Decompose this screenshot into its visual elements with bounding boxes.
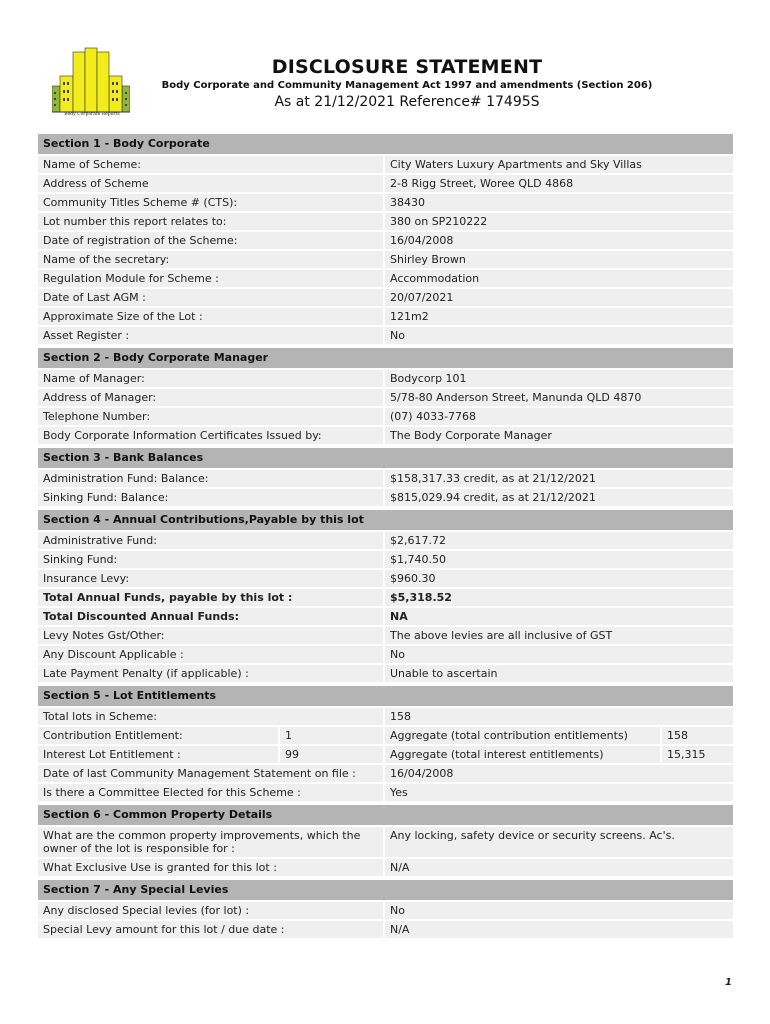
page-number: 1	[725, 977, 732, 988]
row-value: NA	[385, 608, 733, 625]
row-value: N/A	[385, 921, 733, 938]
table-row	[38, 389, 733, 406]
row-label: Approximate Size of the Lot :	[38, 308, 383, 325]
row-value: N/A	[385, 859, 733, 876]
table-row	[38, 156, 733, 173]
as-at-reference: As at 21/12/2021 Reference# 17495S	[274, 94, 540, 110]
row-value: No	[385, 646, 733, 663]
row-label: Telephone Number:	[38, 408, 383, 425]
table-row	[38, 627, 733, 644]
table-row	[38, 570, 733, 587]
total-annual-funds-row	[38, 589, 733, 606]
row-value: $158,317.33 credit, as at 21/12/2021	[385, 470, 733, 487]
document-subtitle: Body Corporate and Community Management Act 1997 and amendments (Section 206)	[161, 80, 653, 91]
row-label: Name of Scheme:	[38, 156, 383, 173]
row-value: The above levies are all inclusive of GST	[385, 627, 733, 644]
table-row	[38, 665, 733, 682]
table-row	[38, 470, 733, 487]
table-row	[38, 289, 733, 306]
section-5-heading: Section 5 - Lot Entitlements	[38, 686, 733, 706]
aggregate-value: 15,315	[662, 746, 733, 763]
row-label: What Exclusive Use is granted for this lot :	[38, 859, 383, 876]
table-row	[38, 784, 733, 801]
row-label: Address of Scheme	[38, 175, 383, 192]
row-label: Late Payment Penalty (if applicable) :	[38, 665, 383, 682]
row-label: Regulation Module for Scheme :	[38, 270, 383, 287]
row-value: Any locking, safety device or security screens. Ac's.	[385, 827, 733, 857]
row-label: Any Discount Applicable :	[38, 646, 383, 663]
total-discounted-funds-row	[38, 608, 733, 625]
table-row	[38, 708, 733, 725]
row-value: 38430	[385, 194, 733, 211]
section-7-heading: Section 7 - Any Special Levies	[38, 880, 733, 900]
row-label: Community Titles Scheme # (CTS):	[38, 194, 383, 211]
row-label: Date of last Community Management Statement on file :	[38, 765, 383, 782]
interest-entitlement-row	[38, 746, 733, 763]
table-row	[38, 489, 733, 506]
lot-entitlement-value: 1	[280, 727, 383, 744]
row-label: Levy Notes Gst/Other:	[38, 627, 383, 644]
row-label: What are the common property improvements, which the owner of the lot is responsible for :	[38, 827, 383, 857]
table-row	[38, 827, 733, 857]
row-value: $1,740.50	[385, 551, 733, 568]
row-value: 20/07/2021	[385, 289, 733, 306]
contribution-entitlement-row	[38, 727, 733, 744]
row-label: Interest Lot Entitlement :	[38, 746, 278, 763]
section-2-heading: Section 2 - Body Corporate Manager	[38, 348, 733, 368]
row-value: Yes	[385, 784, 733, 801]
table-row	[38, 765, 733, 782]
document-title: DISCLOSURE STATEMENT	[271, 56, 543, 78]
row-value: City Waters Luxury Apartments and Sky Villas	[385, 156, 733, 173]
section-1-heading: Section 1 - Body Corporate	[38, 134, 733, 154]
row-label: Name of the secretary:	[38, 251, 383, 268]
row-label: Is there a Committee Elected for this Scheme :	[38, 784, 383, 801]
aggregate-label: Aggregate (total interest entitlements)	[385, 746, 660, 763]
row-value: $960.30	[385, 570, 733, 587]
row-value: Unable to ascertain	[385, 665, 733, 682]
row-value: Bodycorp 101	[385, 370, 733, 387]
row-value: The Body Corporate Manager	[385, 427, 733, 444]
lot-entitlement-value: 99	[280, 746, 383, 763]
row-label: Asset Register :	[38, 327, 383, 344]
row-value: (07) 4033-7768	[385, 408, 733, 425]
row-value: Accommodation	[385, 270, 733, 287]
table-row	[38, 270, 733, 287]
row-label: Total Discounted Annual Funds:	[38, 608, 383, 625]
row-value: No	[385, 902, 733, 919]
table-row	[38, 213, 733, 230]
section-6-heading: Section 6 - Common Property Details	[38, 805, 733, 825]
row-value: 121m2	[385, 308, 733, 325]
row-value: $5,318.52	[385, 589, 733, 606]
row-value: 5/78-80 Anderson Street, Manunda QLD 4870	[385, 389, 733, 406]
table-row	[38, 408, 733, 425]
row-label: Body Corporate Information Certificates Issued by:	[38, 427, 383, 444]
table-row	[38, 327, 733, 344]
row-label: Name of Manager:	[38, 370, 383, 387]
table-row	[38, 551, 733, 568]
table-row	[38, 194, 733, 211]
row-value: 16/04/2008	[385, 232, 733, 249]
row-label: Administrative Fund:	[38, 532, 383, 549]
table-row	[38, 370, 733, 387]
table-row	[38, 427, 733, 444]
row-value: $2,617.72	[385, 532, 733, 549]
table-row	[38, 902, 733, 919]
section-4-heading: Section 4 - Annual Contributions,Payable by this lot	[38, 510, 733, 530]
row-value: Shirley Brown	[385, 251, 733, 268]
row-value: No	[385, 327, 733, 344]
row-label: Any disclosed Special levies (for lot) :	[38, 902, 383, 919]
disclosure-table	[38, 134, 733, 938]
body-corporate-reports-logo	[52, 46, 130, 118]
row-label: Administration Fund: Balance:	[38, 470, 383, 487]
row-label: Sinking Fund: Balance:	[38, 489, 383, 506]
row-label: Insurance Levy:	[38, 570, 383, 587]
row-value: 2-8 Rigg Street, Woree QLD 4868	[385, 175, 733, 192]
row-label: Date of Last AGM :	[38, 289, 383, 306]
row-label: Address of Manager:	[38, 389, 383, 406]
table-row	[38, 232, 733, 249]
row-value: 380 on SP210222	[385, 213, 733, 230]
row-label: Date of registration of the Scheme:	[38, 232, 383, 249]
table-row	[38, 646, 733, 663]
row-label: Lot number this report relates to:	[38, 213, 383, 230]
table-row	[38, 532, 733, 549]
table-row	[38, 921, 733, 938]
row-label: Total Annual Funds, payable by this lot :	[38, 589, 383, 606]
table-row	[38, 251, 733, 268]
table-row	[38, 859, 733, 876]
row-label: Contribution Entitlement:	[38, 727, 278, 744]
row-label: Special Levy amount for this lot / due date :	[38, 921, 383, 938]
table-row	[38, 175, 733, 192]
row-label: Total lots in Scheme:	[38, 708, 383, 725]
row-value: 158	[385, 708, 733, 725]
logo-caption: Body Corporate Reports	[64, 112, 120, 117]
aggregate-value: 158	[662, 727, 733, 744]
row-value: $815,029.94 credit, as at 21/12/2021	[385, 489, 733, 506]
aggregate-label: Aggregate (total contribution entitlements)	[385, 727, 660, 744]
row-label: Sinking Fund:	[38, 551, 383, 568]
table-row	[38, 308, 733, 325]
row-value: 16/04/2008	[385, 765, 733, 782]
section-3-heading: Section 3 - Bank Balances	[38, 448, 733, 468]
